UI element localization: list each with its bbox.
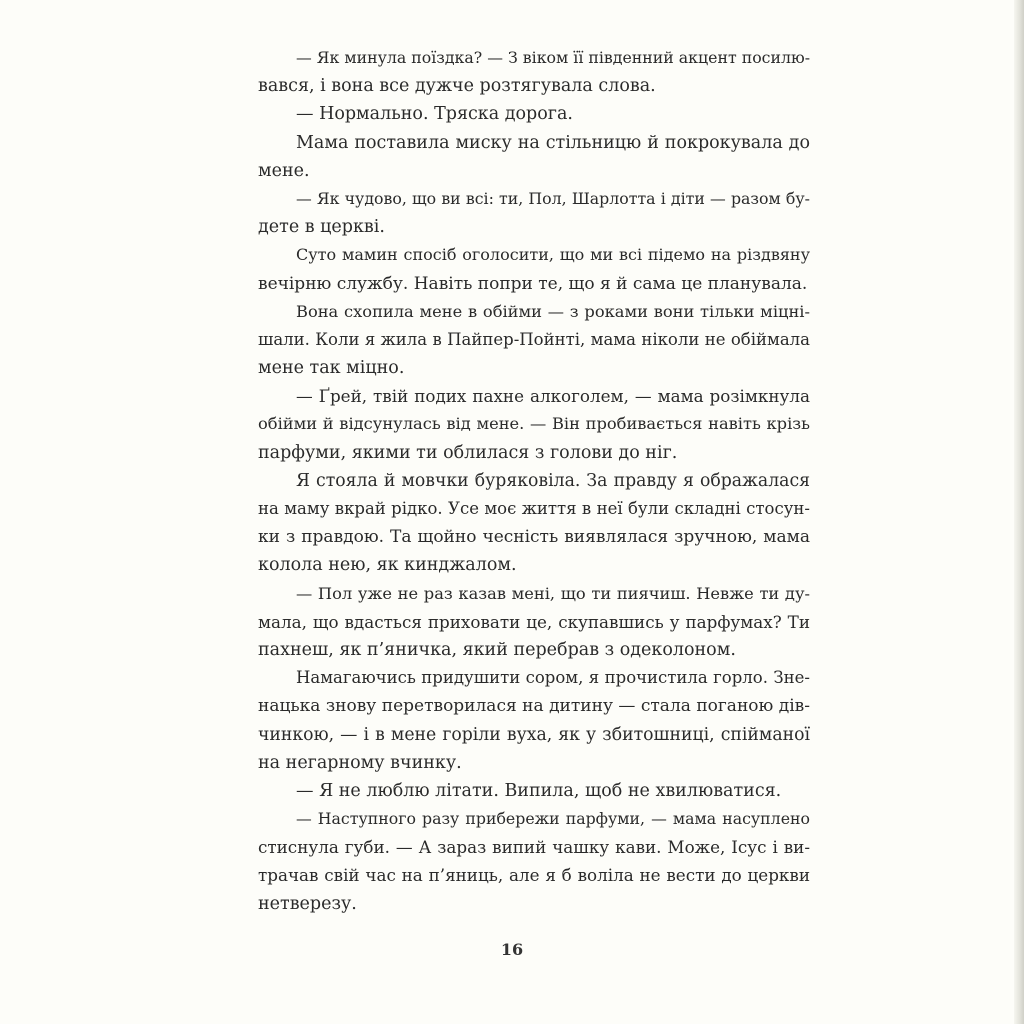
text-line: шали. Коли я жила в Пайпер-Пойнті, мама ніколи не обіймала — [258, 329, 810, 349]
text-line: на негарному вчинку. — [258, 752, 462, 773]
text-line: Намагаючись придушити сором, я прочистила горло. Зне- — [296, 668, 810, 688]
text-line: дете в церкві. — [258, 217, 385, 238]
text-line: Я стояла й мовчки буряковіла. За правду я ображалася — [296, 470, 810, 491]
text-line: вався, і вона все дужче розтягувала слова. — [258, 76, 656, 97]
text-line: обійми й відсунулась від мене. — Він пробивається навіть крізь — [258, 414, 810, 434]
text-line: — Я не люблю літати. Випила, щоб не хвилюватися. — [296, 780, 782, 801]
text-line: колола нею, як кинджалом. — [258, 555, 517, 576]
text-line: — Пол уже не раз казав мені, що ти пиячиш. Невже ти ду- — [296, 583, 810, 603]
text-line: — Як минула поїздка? — З віком її південний акцент посилю- — [296, 48, 810, 67]
page-body-text — [258, 44, 810, 918]
text-line: мене. — [258, 160, 310, 181]
text-line: пахнеш, як п’яничка, який перебрав з одеколоном. — [258, 639, 736, 660]
text-line: мала, що вдасться приховати це, скупавшись у парфумах? Ти — [258, 611, 810, 632]
text-line: — Ґрей, твій подих пахне алкоголем, — мама розімкнула — [296, 386, 810, 407]
page-number: 16 — [500, 940, 524, 959]
text-line: Вона схопила мене в обійми — з роками вони тільки міцні- — [296, 301, 810, 321]
text-line: на маму вкрай рідко. Усе моє життя в неї були складні стосун- — [258, 499, 810, 518]
text-line: — Наступного разу прибережи парфуми, — мама насуплено — [296, 809, 810, 829]
text-line: — Нормально. Тряска дорога. — [296, 104, 573, 125]
text-line: нацька знову перетворилася на дитину — стала поганою дів- — [258, 696, 810, 717]
text-line: чинкою, — і в мене горіли вуха, як у збитошниці, спійманої — [258, 724, 810, 745]
text-line: вечірню службу. Навіть попри те, що я й сама це планувала. — [258, 273, 808, 294]
text-line: трачав свій час на п’яниць, але я б воліла не вести до церкви — [258, 865, 810, 886]
text-line: ки з правдою. Та щойно чесність виявлялася зручною, мама — [258, 527, 810, 548]
text-line: стиснула губи. — А зараз випий чашку кави. Може, Ісус і ви- — [258, 837, 810, 858]
text-line: мене так міцно. — [258, 358, 405, 379]
text-line: Мама поставила миску на стільницю й покрокувала до — [296, 132, 810, 153]
text-line: нетверезу. — [258, 893, 357, 914]
text-line: Суто мамин спосіб оголосити, що ми всі підемо на різдвяну — [296, 245, 810, 265]
page-edge-shadow — [1014, 0, 1024, 1024]
text-line: — Як чудово, що ви всі: ти, Пол, Шарлотта і діти — разом бу- — [296, 188, 810, 208]
text-line: парфуми, якими ти облилася з голови до ніг. — [258, 442, 678, 463]
